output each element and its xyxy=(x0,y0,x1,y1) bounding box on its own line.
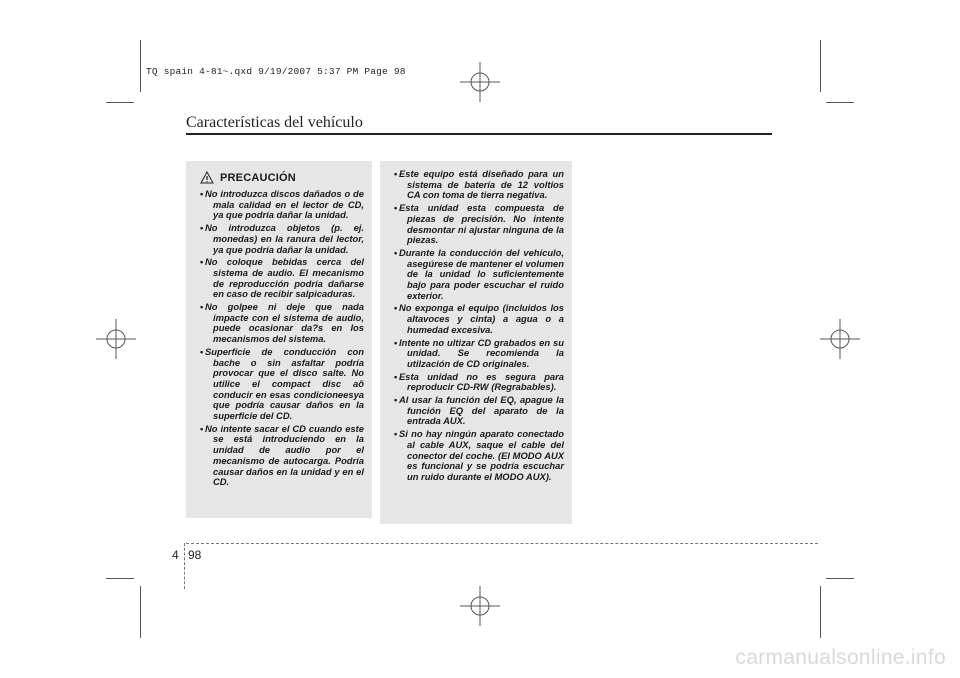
watermark: carmanualsonline.info xyxy=(735,646,946,669)
list-item: • Si no hay ningún aparato conectado al cable AUX, saque el cable del conector del coche. (El MODO AUX es funcional y se podría escuchar un ruido durante el MODO AUX). xyxy=(394,428,564,482)
list-item: • No introduzca objetos (p. ej. monedas) en la ranura del lector, ya que podría dañar la unidad. xyxy=(200,222,364,255)
chapter-number: 4 xyxy=(172,548,179,562)
crop-mark xyxy=(106,102,134,103)
list-item: • Al usar la función del EQ, apague la función EQ del aparato de la entrada AUX. xyxy=(394,394,564,427)
footer-rule xyxy=(186,543,818,544)
crop-mark xyxy=(820,586,821,638)
crop-mark xyxy=(106,578,134,579)
print-slug: TQ spain 4-81~.qxd 9/19/2007 5:37 PM Page 98 xyxy=(146,66,406,77)
caution-header xyxy=(200,171,364,184)
list-item: • No coloque bebidas cerca del sistema de audio. El mecanismo de reproducción podría dañarse en caso de recibir salpicaduras. xyxy=(200,256,364,300)
caution-box-continued xyxy=(380,161,572,524)
registration-crosshair-icon xyxy=(460,586,500,626)
registration-crosshair-icon xyxy=(820,319,860,359)
list-item: • No introduzca discos dañados o de mala calidad en el lector de CD, ya que podría dañar la unidad. xyxy=(200,188,364,221)
list-item: • Durante la conducción del vehículo, asegúrese de mantener el volumen de la unidad lo suficientemente bajo para poder escuchar el ruido exterior. xyxy=(394,246,564,301)
caution-list xyxy=(194,189,364,488)
registration-crosshair-icon xyxy=(96,319,136,359)
list-item: • No intente sacar el CD cuando este se está introduciendo en la unidad de audio por el mecanismo de autocarga. Podría causar daños en la unidad y en el CD. xyxy=(200,422,364,488)
registration-crosshair-icon xyxy=(460,62,500,102)
caution-list-continued xyxy=(388,169,564,483)
list-item: • Este equipo está diseñado para un sistema de batería de 12 voltios CA con toma de tierra negativa. xyxy=(394,168,564,201)
list-item: • Esta unidad esta compuesta de piezas de precisión. No intente desmontar ni ajustar ninguna de la piezas. xyxy=(394,202,564,246)
list-item: • Superficie de conducción con bache o sin asfaltar podría provocar que el disco salte. No utilice el compact disc aõ conducir en esas condicioneesya que podría causar daños en la superficie del CD. xyxy=(200,345,364,422)
crop-mark xyxy=(826,578,854,579)
crop-mark xyxy=(820,40,821,92)
header-rule xyxy=(186,133,772,135)
crop-mark xyxy=(140,586,141,638)
list-item: • No golpee ni deje que nada impacte con el sistema de audio, puede ocasionar da?s en los mecanismos del sistema. xyxy=(200,301,364,345)
list-item: • No exponga el equipo (incluidos los altavoces y cinta) a agua o a humedad excesiva. xyxy=(394,302,564,335)
crop-mark xyxy=(140,40,141,92)
crop-mark xyxy=(826,102,854,103)
list-item: • Esta unidad no es segura para reproducir CD-RW (Regrabables). xyxy=(394,370,564,393)
warning-triangle-icon xyxy=(200,171,214,184)
list-item: • Intente no ultizar CD grabados en su unidad. Se recomienda la utilzación de CD originales. xyxy=(394,336,564,369)
page-number: 98 xyxy=(188,548,202,562)
chapter-title: Características del vehículo xyxy=(186,114,363,131)
caution-box xyxy=(186,161,372,518)
caution-title: PRECAUCIÓN xyxy=(220,171,296,184)
footer-divider xyxy=(184,543,185,589)
